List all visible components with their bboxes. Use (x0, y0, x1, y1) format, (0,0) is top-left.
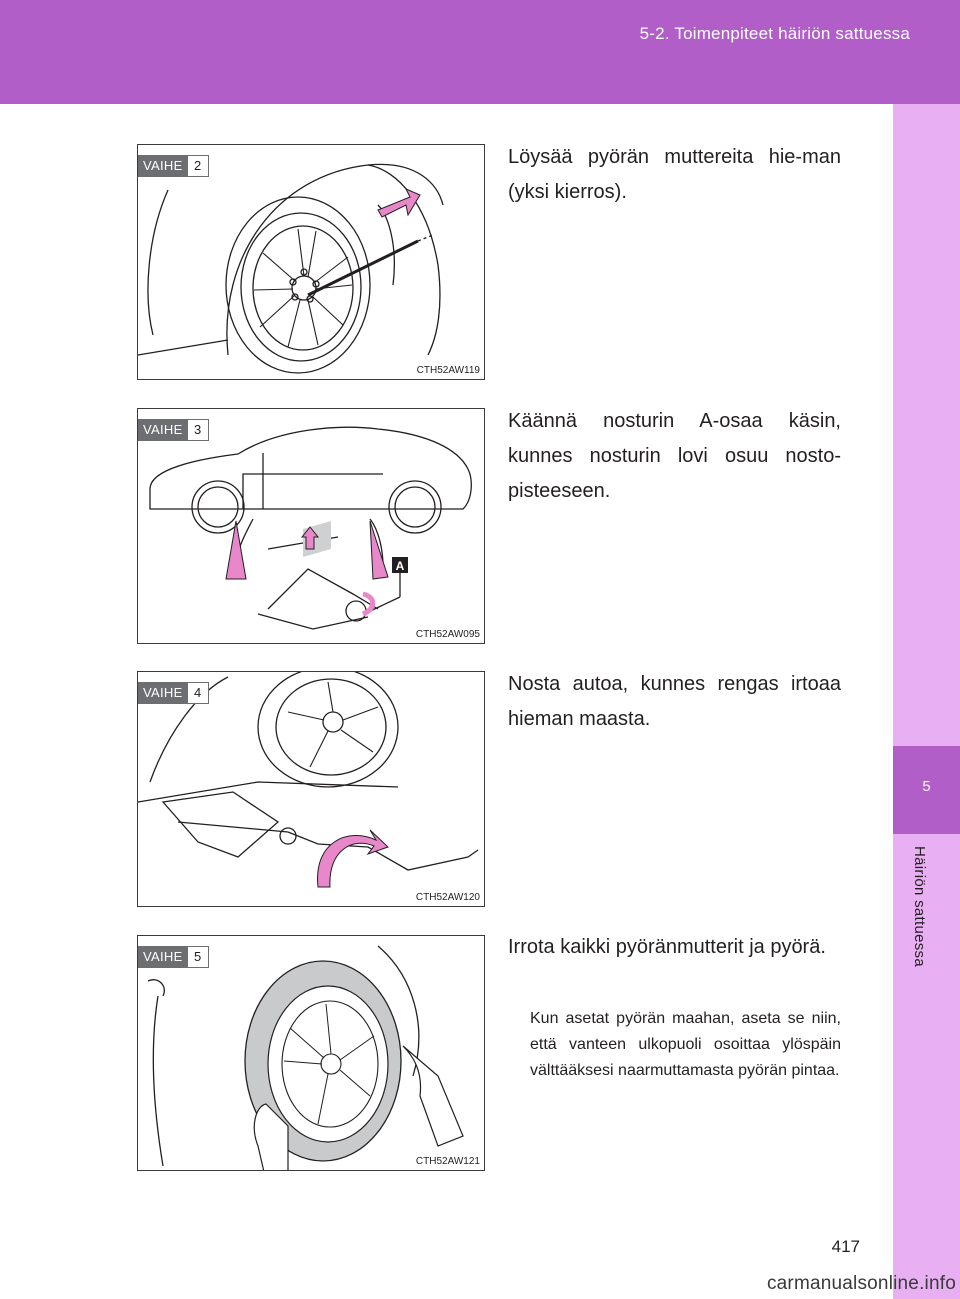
side-tab (893, 104, 960, 1299)
wheel-loosen-illustration (138, 145, 485, 380)
figure-code: CTH52AW120 (415, 892, 480, 903)
chapter-number: 5 (922, 778, 931, 795)
step-badge (138, 155, 209, 177)
step-badge (138, 419, 209, 441)
figure-code: CTH52AW119 (416, 365, 480, 376)
step-badge (138, 946, 209, 968)
step-badge-number: 4 (187, 682, 209, 704)
rotation-arrow (378, 189, 420, 217)
remove-wheel-illustration (138, 936, 485, 1171)
watermark: carmanualsonline.info (766, 1273, 956, 1294)
step-5-note: Kun asetat pyörän maahan, aseta se niin, että vanteen ulkopuoli osoittaa ylöspäin välttääksesi naarmuttamasta pyörän pintaa. (530, 1010, 841, 1079)
figure-code: CTH52AW095 (415, 629, 480, 640)
page-number: 417 (831, 1237, 860, 1256)
figure-step-5 (137, 935, 485, 1171)
figure-step-3 (137, 408, 485, 644)
step-badge-number: 3 (187, 419, 209, 441)
step-badge-label: VAIHE (138, 419, 187, 441)
step-badge-label: VAIHE (138, 682, 187, 704)
callout-a: A (395, 559, 405, 573)
step-badge-label: VAIHE (138, 946, 187, 968)
chapter-title: Häiriön sattuessa (911, 846, 928, 967)
step-badge-number: 2 (187, 155, 209, 177)
step-badge (138, 682, 209, 704)
step-5-text: Irrota kaikki pyöränmutterit ja pyörä. (508, 936, 826, 958)
step-badge-number: 5 (187, 946, 209, 968)
car-jack-illustration (138, 409, 485, 644)
step-2-text: Löysää pyörän muttereita hie-man (yksi kierros). (508, 146, 841, 203)
section-title: 5-2. Toimenpiteet häiriön sattuessa (639, 24, 910, 43)
figure-step-4 (137, 671, 485, 907)
step-badge-label: VAIHE (138, 155, 187, 177)
step-3-text: Käännä nosturin A-osaa käsin, kunnes nosturin lovi osuu nosto-pisteeseen. (508, 410, 841, 502)
crank-arrow (318, 830, 388, 887)
figure-step-2 (137, 144, 485, 380)
step-4-text: Nosta autoa, kunnes rengas irtoaa hieman maasta. (508, 673, 841, 730)
figure-code: CTH52AW121 (415, 1156, 480, 1167)
lifting-car-illustration (138, 672, 485, 907)
header-band (0, 0, 960, 104)
